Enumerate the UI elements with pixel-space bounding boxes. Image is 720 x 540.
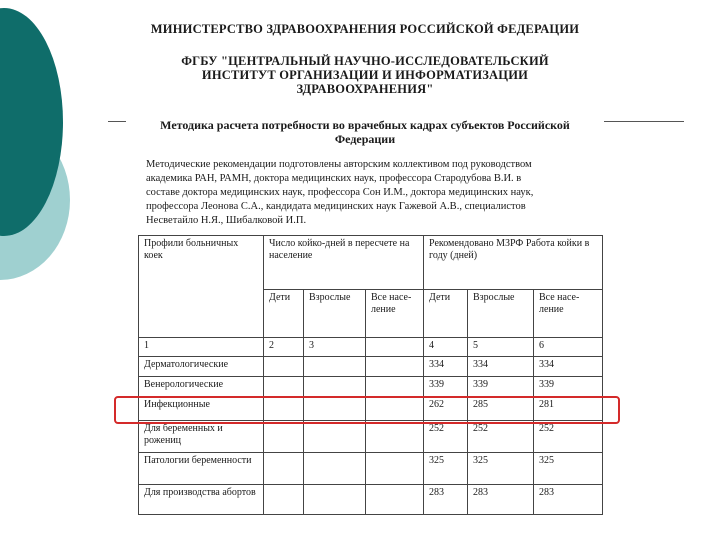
empty-cell — [304, 421, 366, 453]
cell-adults: 339 — [468, 377, 534, 397]
empty-cell — [264, 377, 304, 397]
cell-children: 252 — [424, 421, 468, 453]
cell-adults: 252 — [468, 421, 534, 453]
intro-paragraph — [146, 158, 586, 228]
row-name: Инфекционные — [139, 397, 264, 421]
cell-adults: 334 — [468, 357, 534, 377]
intro-line: Методические рекомендации подготовлены авторским коллективом под руководством — [146, 159, 532, 170]
col-number-empty — [366, 338, 424, 357]
institute-title-line3: ЗДРАВООХРАНЕНИЯ" — [296, 82, 434, 96]
ministry-title: МИНИСТЕРСТВО ЗДРАВООХРАНЕНИЯ РОССИЙСКОЙ ФЕДЕРАЦИИ — [150, 22, 580, 36]
header-all-population: Все насе-ление — [534, 290, 603, 338]
header-adults: Взрослые — [468, 290, 534, 338]
empty-cell — [264, 357, 304, 377]
row-name: Для производства абортов — [139, 485, 264, 515]
cell-all: 325 — [534, 453, 603, 485]
cell-children: 283 — [424, 485, 468, 515]
intro-line: Несветайло Н.Я., Шибалковой И.П. — [146, 215, 307, 226]
intro-line: академика РАН, РАМН, доктора медицинских наук, профессора Стародубова В.И. в — [146, 173, 522, 184]
cell-children: 262 — [424, 397, 468, 421]
intro-line: профессора Леонова С.А., кандидата медицинских наук Гажевой А.В., специалистов — [146, 201, 526, 212]
empty-cell — [304, 357, 366, 377]
bed-norms-table — [138, 235, 603, 515]
institute-title-line1: ФГБУ "ЦЕНТРАЛЬНЫЙ НАУЧНО-ИССЛЕДОВАТЕЛЬСКИЙ — [181, 54, 549, 68]
institute-title-line2: ИНСТИТУТ ОРГАНИЗАЦИИ И ИНФОРМАТИЗАЦИИ — [201, 68, 529, 82]
header-recommended: Рекомендовано МЗРФ Работа койки в году (дней) — [424, 236, 603, 290]
intro-line: составе доктора медицинских наук, профессора Сон И.М., доктора медицинских наук, — [146, 187, 534, 198]
empty-cell — [366, 377, 424, 397]
empty-cell — [304, 485, 366, 515]
rule-right — [604, 121, 684, 122]
col-number: 6 — [534, 338, 603, 357]
row-name: Венерологические — [139, 377, 264, 397]
cell-all: 252 — [534, 421, 603, 453]
table-row — [139, 453, 603, 485]
header-children: Дети — [424, 290, 468, 338]
header-adults: Взрослые — [304, 290, 366, 338]
empty-cell — [366, 453, 424, 485]
cell-all: 281 — [534, 397, 603, 421]
section-title — [130, 118, 600, 146]
col-number: 2 — [264, 338, 304, 357]
cell-adults: 283 — [468, 485, 534, 515]
empty-cell — [366, 485, 424, 515]
cell-children: 334 — [424, 357, 468, 377]
highlight-box-infectious-row — [114, 396, 620, 424]
row-name: Патологии беременности — [139, 453, 264, 485]
cell-children: 325 — [424, 453, 468, 485]
cell-all: 283 — [534, 485, 603, 515]
empty-cell — [366, 421, 424, 453]
col-number: 3 — [304, 338, 366, 357]
header-all-population: Все насе-ление — [366, 290, 424, 338]
cell-adults: 285 — [468, 397, 534, 421]
cell-children: 339 — [424, 377, 468, 397]
col-number: 5 — [468, 338, 534, 357]
row-name: Для беременных и рожениц — [139, 421, 264, 453]
header-children: Дети — [264, 290, 304, 338]
header-profiles: Профили больничных коек — [139, 236, 264, 338]
cell-all: 339 — [534, 377, 603, 397]
empty-cell — [264, 421, 304, 453]
rule-left — [108, 121, 126, 122]
table-row — [139, 357, 603, 377]
row-name: Дерматологические — [139, 357, 264, 377]
col-number: 4 — [424, 338, 468, 357]
empty-cell — [264, 485, 304, 515]
cell-adults: 325 — [468, 453, 534, 485]
empty-cell — [304, 377, 366, 397]
col-number: 1 — [139, 338, 264, 357]
empty-cell — [264, 453, 304, 485]
table-row — [139, 421, 603, 453]
cell-all: 334 — [534, 357, 603, 377]
section-title-line1: Методика расчета потребности во врачебных кадрах субъектов Российской — [160, 118, 570, 132]
empty-cell — [304, 453, 366, 485]
table-row — [139, 377, 603, 397]
empty-cell — [366, 357, 424, 377]
column-number-row — [139, 338, 603, 357]
table-row — [139, 485, 603, 515]
section-title-line2: Федерации — [334, 132, 396, 146]
header-bed-days: Число койко-дней в пересчете на население — [264, 236, 424, 290]
